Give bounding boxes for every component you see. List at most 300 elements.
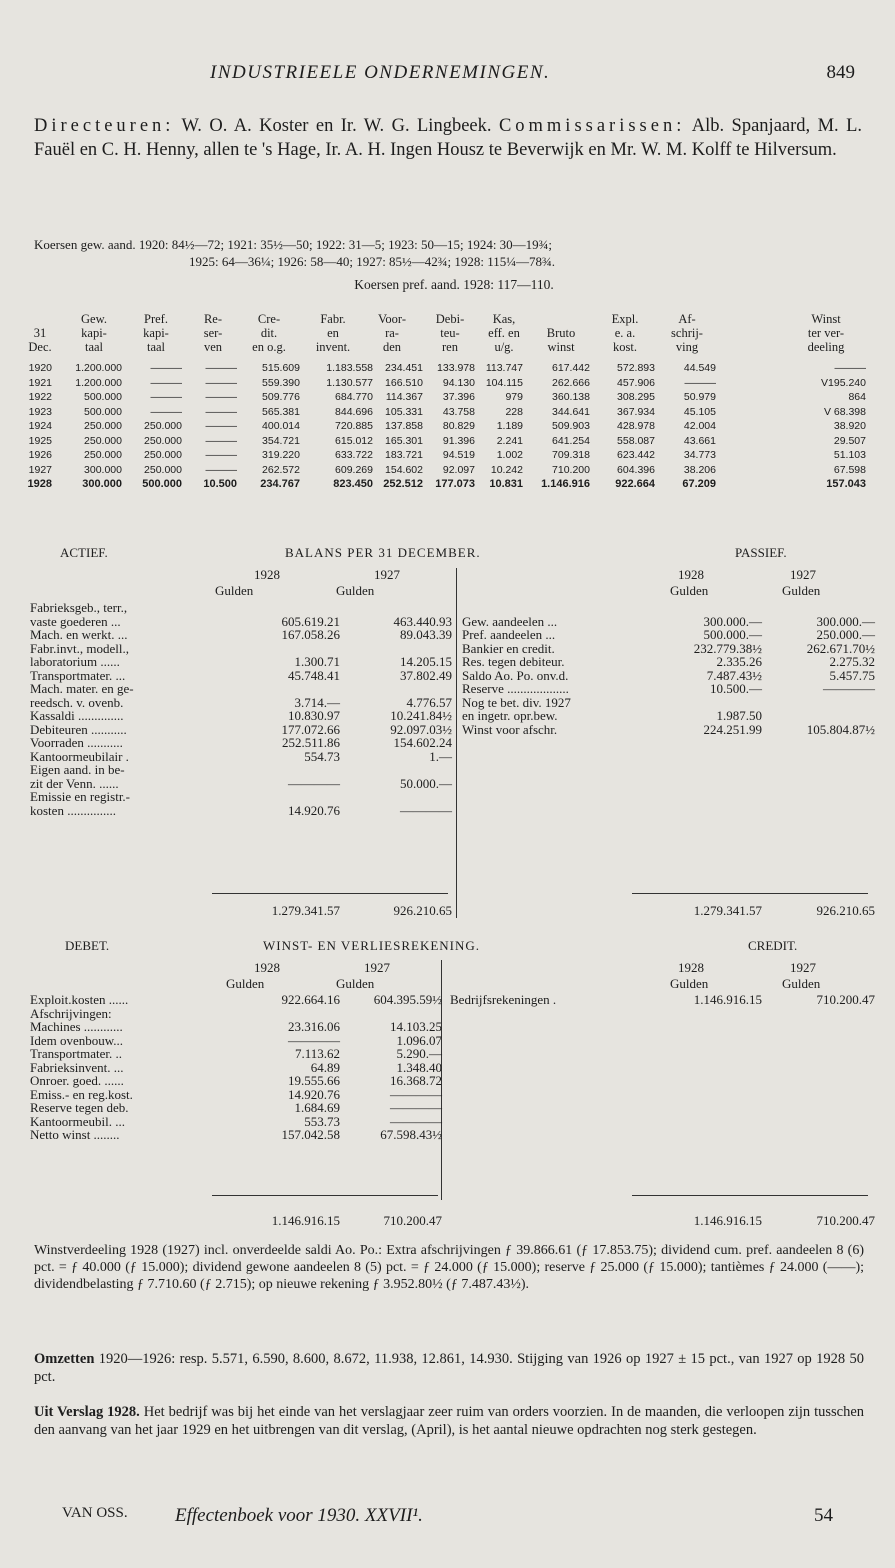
- summary-cell: ———: [205, 391, 237, 403]
- summary-cell: 10.242: [490, 463, 523, 476]
- summary-cell: 509.903: [552, 420, 590, 432]
- summary-cell: 1.200.000: [75, 376, 122, 389]
- summary-header-cell: 31: [33, 326, 47, 340]
- debet-label: Idem ovenbouw...: [30, 1032, 124, 1048]
- summary-cell: 50.979: [683, 391, 716, 403]
- activa-label: Mach. mater. en ge-: [30, 681, 134, 696]
- summary-row: [30, 449, 875, 464]
- summary-cell: 94.130: [442, 376, 475, 389]
- passiva-value-1928: 232.779.38½: [693, 640, 762, 656]
- activa-value-1927: 4.776.57: [406, 694, 452, 710]
- summary-cell: 1.146.916: [541, 478, 590, 490]
- koersen-line-1: Koersen gew. aand. 1920: 84½—72; 1921: 35½—50; 1922: 31—5; 1923: 50—15; 1924: 30—19¾;: [34, 237, 553, 252]
- bal-currency-right-2: Gulden: [782, 583, 821, 598]
- debet-value-1927: ————: [390, 1113, 442, 1129]
- passiva-label: Bankier en credit.: [462, 640, 555, 656]
- summary-cell: 300.000: [82, 478, 122, 490]
- summary-cell: 2.241: [496, 434, 523, 447]
- activa-row: [30, 776, 875, 790]
- activa-label: Voorraden ...........: [30, 735, 123, 750]
- passiva-row: [30, 614, 875, 628]
- credit-total-1927: 710.200.47: [816, 1213, 875, 1228]
- summary-cell: 617.442: [552, 362, 590, 374]
- debet-value-1928: 7.113.62: [294, 1046, 340, 1061]
- summary-header-cell: ren: [442, 340, 458, 354]
- summary-cell: 250.000: [84, 449, 122, 461]
- activa-row: [30, 789, 875, 803]
- summary-cell: 166.510: [385, 376, 423, 389]
- summary-cell: 565.381: [262, 405, 300, 418]
- summary-header-cell: kapi-: [143, 326, 169, 340]
- pnl-currency-left-1: Gulden: [226, 976, 265, 991]
- summary-cell: 684.770: [335, 391, 373, 403]
- koersen-pref: Koersen pref. aand. 1928: 117—110.: [354, 277, 554, 292]
- summary-cell: 354.721: [262, 434, 300, 447]
- summary-cell: 44.549: [683, 362, 716, 374]
- summary-header-cell: Re-: [203, 312, 223, 326]
- omzetten-label: Omzetten: [34, 1351, 95, 1367]
- summary-cell: 1920: [28, 362, 52, 374]
- verslag-label: Uit Verslag 1928.: [34, 1404, 140, 1420]
- verslag-paragraph: [34, 1403, 864, 1439]
- passiva-value-1928: 300.000.—: [703, 613, 762, 629]
- debet-value-1927: ————: [390, 1086, 442, 1102]
- summary-cell: 42.004: [683, 420, 716, 432]
- summary-cell: V 68.398: [823, 405, 866, 418]
- summary-cell: 113.747: [485, 362, 523, 374]
- summary-cell: 250.000: [144, 434, 182, 447]
- activa-value-1927: 37.802.49: [400, 667, 452, 683]
- activa-label: Fabrieksgeb., terr.,: [30, 600, 128, 615]
- summary-cell: 104.115: [485, 376, 523, 389]
- pnl-year-1928-right: 1928: [678, 960, 704, 975]
- summary-header-cell: taal: [146, 340, 166, 354]
- summary-cell: 34.773: [683, 449, 716, 461]
- summary-cell: 10.831: [489, 478, 523, 490]
- debet-row: [30, 1060, 875, 1074]
- activa-row: [30, 803, 875, 817]
- summary-cell: 720.885: [335, 420, 373, 432]
- credit-item-label: Bedrijfsrekeningen .: [450, 992, 557, 1007]
- summary-cell: 262.572: [262, 463, 300, 476]
- summary-cell: 922.664: [615, 478, 655, 490]
- passiva-row: [30, 641, 875, 655]
- summary-header-cell: ving: [675, 340, 699, 354]
- summary-cell: 92.097: [442, 463, 475, 476]
- debet-value-1928: 157.042.58: [281, 1127, 340, 1142]
- summary-header-cell: dit.: [260, 326, 278, 340]
- summary-header-cell: kapi-: [81, 326, 107, 340]
- summary-cell: ———: [205, 434, 237, 447]
- summary-header-cell: e. a.: [614, 326, 636, 340]
- debet-total-1928: 1.146.916.15: [271, 1213, 340, 1228]
- summary-cell: ———: [205, 362, 237, 374]
- bal-year-1928-left: 1928: [254, 567, 280, 582]
- passiva-row: [30, 668, 875, 682]
- summary-cell: 709.318: [552, 449, 590, 461]
- passiva-value-1928: 10.500.—: [710, 681, 762, 696]
- debet-label: Netto winst ........: [30, 1127, 120, 1142]
- summary-header-cell: den: [382, 340, 402, 354]
- summary-cell: ———: [205, 376, 237, 389]
- activa-value-1927: 10.241.84½: [390, 708, 452, 723]
- bal-year-1928-right: 1928: [678, 567, 704, 582]
- activa-value-1928: 3.714.—: [294, 694, 340, 710]
- koersen-block: [34, 236, 874, 293]
- debet-value-1928: 64.89: [310, 1059, 340, 1075]
- debet-row: [30, 1073, 875, 1087]
- debet-value-1927: 67.598.43½: [380, 1127, 442, 1142]
- omzetten-text: 1920—1926: resp. 5.571, 6.590, 8.600, 8.672, 11.938, 12.861, 14.930. Stijging van 1926 op 1927 ± 15 pct., van 1927 op 1928 50 pct.: [34, 1351, 864, 1385]
- summary-cell: 1924: [28, 420, 52, 432]
- passiva-label: Pref. aandeelen ...: [462, 627, 556, 642]
- activa-label: Mach. en werkt. ...: [30, 627, 128, 642]
- activa-total-1928: 1.279.341.57: [271, 903, 340, 918]
- summary-row: [30, 406, 875, 421]
- summary-cell: 250.000: [144, 449, 182, 461]
- summary-cell: 1921: [28, 376, 52, 389]
- summary-header-cell: ra-: [385, 326, 399, 340]
- summary-cell: 300.000: [84, 463, 122, 476]
- header-title: INDUSTRIEELE ONDERNEMINGEN.: [210, 62, 551, 83]
- summary-cell: 1.130.577: [326, 376, 373, 389]
- activa-total-rule: [212, 893, 448, 894]
- passiva-value-1928: 7.487.43½: [706, 667, 762, 683]
- summary-cell: 183.721: [385, 449, 423, 461]
- summary-row: [30, 377, 875, 392]
- summary-cell: 157.043: [826, 478, 866, 490]
- summary-cell: V195.240: [821, 376, 866, 389]
- debet-row: [30, 1019, 875, 1033]
- pnl-year-1927-left: 1927: [364, 960, 390, 975]
- activa-value-1928: 167.058.26: [281, 627, 340, 642]
- summary-cell: 234.451: [385, 362, 423, 374]
- activa-value-1927: 463.440.93: [393, 613, 452, 629]
- summary-cell: 37.396: [442, 391, 475, 403]
- summary-cell: ———: [205, 449, 237, 461]
- summary-row: [30, 420, 875, 435]
- footer-title: Effectenboek voor 1930. XXVII¹.: [175, 1505, 423, 1526]
- summary-cell: 51.103: [833, 449, 866, 461]
- activa-value-1928: 14.920.76: [288, 802, 340, 818]
- debet-value-1928: ————: [288, 1032, 340, 1048]
- summary-cell: 29.507: [833, 434, 866, 447]
- activa-value-1928: 177.072.66: [281, 721, 340, 737]
- pnl-year-1927-right: 1927: [790, 960, 816, 975]
- summary-cell: 1.183.558: [326, 362, 373, 374]
- commissioners-text: Alb. Spanjaard, M. L. Fauël en C. H. Henny, allen te 's Hage, Ir. A. H. Ingen Housz te Beverwijk en Mr. W. M. Kolff te Hilversum.: [34, 116, 863, 160]
- summary-header-cell: Af-: [678, 312, 696, 326]
- passiva-value-1928: 2.335.26: [716, 654, 762, 669]
- summary-cell: 105.331: [385, 405, 423, 418]
- debet-value-1928: 553.73: [304, 1113, 340, 1129]
- summary-cell: 234.767: [260, 478, 300, 490]
- debet-value-1927: 16.368.72: [390, 1073, 442, 1088]
- summary-cell: 250.000: [84, 434, 122, 447]
- summary-cell: 457.906: [617, 376, 655, 389]
- summary-cell: ———: [150, 391, 182, 403]
- passiva-value-1927: ————: [823, 681, 875, 696]
- debet-value-1928: 1.684.69: [294, 1100, 340, 1115]
- summary-cell: 228: [505, 405, 523, 418]
- summary-cell: 91.396: [442, 434, 475, 447]
- summary-cell: 558.087: [617, 434, 655, 447]
- footer-author: VAN OSS.: [62, 1505, 128, 1521]
- activa-value-1927: 89.043.39: [400, 627, 452, 642]
- activa-row: [30, 749, 875, 763]
- summary-cell: 500.000: [84, 391, 122, 403]
- summary-cell: 710.200: [552, 463, 590, 476]
- summary-cell: 360.138: [552, 391, 590, 403]
- activa-label: Debiteuren ...........: [30, 721, 127, 737]
- summary-table: [27, 362, 875, 493]
- summary-cell: 615.012: [335, 434, 373, 447]
- summary-cell: 262.666: [552, 376, 590, 389]
- summary-cell: ———: [205, 463, 237, 476]
- passiva-value-1927: 105.804.87½: [806, 721, 875, 737]
- debet-list: [30, 992, 875, 1141]
- passiva-label: Reserve ...................: [462, 681, 569, 696]
- summary-header-cell: Cre-: [257, 312, 281, 326]
- summary-cell: 94.519: [442, 449, 475, 461]
- summary-cell: 1928: [27, 478, 52, 490]
- debet-value-1928: 23.316.06: [288, 1019, 340, 1034]
- page-footer: [0, 1505, 895, 1529]
- summary-header-cell: Debi-: [435, 312, 465, 326]
- pnl-currency-right-1: Gulden: [670, 976, 709, 991]
- summary-header-cell: Dec.: [28, 340, 52, 354]
- summary-cell: 367.934: [617, 405, 655, 418]
- bal-year-1927-right: 1927: [790, 567, 816, 582]
- bal-currency-left-2: Gulden: [336, 583, 375, 598]
- passiva-row: [30, 627, 875, 641]
- debet-row: [30, 1100, 875, 1114]
- debet-label: Machines ............: [30, 1019, 123, 1034]
- pnl-currency-right-2: Gulden: [782, 976, 821, 991]
- summary-cell: 154.602: [385, 463, 423, 476]
- summary-cell: ———: [150, 362, 182, 374]
- passiva-label: Winst voor afschr.: [462, 721, 558, 737]
- passiva-value-1928: 224.251.99: [703, 721, 762, 737]
- summary-row: [30, 391, 875, 406]
- passiva-label: Nog te bet. div. 1927: [462, 694, 571, 710]
- debet-row: [30, 1087, 875, 1101]
- directors-text: W. O. A. Koster en Ir. W. G. Lingbeek.: [174, 116, 492, 136]
- summary-cell: 572.893: [617, 362, 655, 374]
- summary-row: [30, 464, 875, 479]
- summary-cell: 979: [505, 391, 523, 403]
- debet-label: Afschrijvingen:: [30, 1005, 112, 1021]
- activa-label: Emissie en registr.-: [30, 789, 131, 804]
- summary-header-cell: eff. en: [488, 326, 520, 340]
- summary-cell: 641.254: [552, 434, 590, 447]
- activa-label: reedsch. v. ovenb.: [30, 694, 124, 710]
- passiva-label: Res. tegen debiteur.: [462, 654, 565, 669]
- summary-header-cell: kost.: [613, 340, 637, 354]
- debet-label: Transportmater. ..: [30, 1046, 122, 1061]
- summary-cell: 500.000: [142, 478, 182, 490]
- credit-label: CREDIT.: [748, 938, 798, 953]
- footer-page: 54: [814, 1505, 833, 1526]
- summary-cell: ———: [150, 405, 182, 418]
- passiva-row: [30, 695, 875, 709]
- passiva-row: [30, 708, 875, 722]
- debet-row: [30, 1114, 875, 1128]
- debet-row: [30, 1033, 875, 1047]
- summary-header-cell: teu-: [440, 326, 460, 340]
- summary-cell: ———: [205, 420, 237, 432]
- summary-header-cell: deeling: [807, 340, 845, 354]
- passiva-value-1928: 1.987.50: [716, 708, 762, 723]
- actief-label: ACTIEF.: [60, 545, 108, 560]
- passiva-row: [30, 600, 875, 614]
- debet-value-1927: ————: [390, 1100, 442, 1115]
- summary-cell: 177.073: [435, 478, 475, 490]
- activa-value-1928: 45.748.41: [288, 667, 340, 683]
- activa-label: zit der Venn. ......: [30, 775, 119, 791]
- passiva-list: [30, 600, 875, 735]
- summary-cell: 604.396: [617, 463, 655, 476]
- bal-currency-left-1: Gulden: [215, 583, 254, 598]
- summary-cell: 1925: [28, 434, 52, 447]
- commissioners-label: Commissarissen:: [498, 116, 686, 136]
- summary-cell: ———: [205, 405, 237, 418]
- summary-header-cell: Expl.: [611, 312, 639, 326]
- debet-row: [30, 1046, 875, 1060]
- passiva-row: [30, 654, 875, 668]
- summary-cell: 250.000: [144, 420, 182, 432]
- debet-value-1927: 14.103.25: [390, 1019, 442, 1034]
- passiva-value-1927: 250.000.—: [816, 627, 875, 642]
- summary-header-cell: ven: [203, 340, 223, 354]
- debet-value-1927: 5.290.—: [396, 1046, 442, 1061]
- activa-total-1927: 926.210.65: [393, 903, 452, 918]
- activa-label: Fabr.invt., modell.,: [30, 640, 129, 656]
- summary-cell: 67.209: [682, 478, 716, 490]
- credit-item-1927: 710.200.47: [816, 992, 875, 1007]
- pnl-currency-left-2: Gulden: [336, 976, 375, 991]
- summary-cell: 38.920: [833, 420, 866, 432]
- debet-value-1927: 1.096.07: [396, 1032, 442, 1048]
- debet-value-1927: 604.395.59½: [373, 992, 442, 1007]
- debet-label: Onroer. goed. ......: [30, 1073, 124, 1088]
- summary-cell: 43.661: [683, 434, 716, 447]
- summary-cell: 250.000: [84, 420, 122, 432]
- activa-value-1927: ————: [400, 802, 452, 818]
- pnl-year-1928-left: 1928: [254, 960, 280, 975]
- summary-cell: 165.301: [385, 434, 423, 447]
- summary-cell: ———: [684, 376, 716, 389]
- summary-header-cell: Voor-: [378, 312, 406, 326]
- summary-cell: 1927: [28, 463, 52, 476]
- debet-value-1928: 14.920.76: [288, 1086, 340, 1102]
- summary-cell: 844.696: [335, 405, 373, 418]
- passief-label: PASSIEF.: [735, 545, 787, 560]
- passiva-total-1927: 926.210.65: [816, 903, 875, 918]
- summary-cell: 80.829: [442, 420, 475, 432]
- activa-label: Kassaldi ..............: [30, 708, 124, 723]
- activa-label: vaste goederen ...: [30, 613, 121, 629]
- summary-header-cell: schrij-: [671, 326, 703, 340]
- summary-cell: 623.442: [617, 449, 655, 461]
- summary-cell: 400.014: [262, 420, 300, 432]
- bal-year-1927-left: 1927: [374, 567, 400, 582]
- activa-label: Kantoormeubilair .: [30, 748, 129, 764]
- summary-header-cell: Pref.: [144, 312, 168, 326]
- summary-header-cell: ter ver-: [807, 326, 845, 340]
- summary-header-cell: ser-: [203, 326, 223, 340]
- activa-label: Transportmater. ...: [30, 667, 126, 683]
- passiva-value-1927: 300.000.—: [816, 613, 875, 629]
- summary-cell: 250.000: [144, 463, 182, 476]
- activa-value-1927: 50.000.—: [400, 775, 452, 791]
- debet-label: DEBET.: [65, 938, 110, 953]
- debet-value-1927: 1.348.40: [396, 1059, 442, 1075]
- debet-label: Reserve tegen deb.: [30, 1100, 129, 1115]
- summary-header-cell: u/g.: [494, 340, 514, 354]
- passiva-value-1928: 500.000.—: [703, 627, 762, 642]
- passiva-value-1927: 5.457.75: [829, 667, 875, 683]
- directors-label: Directeuren:: [34, 116, 175, 136]
- summary-header-cell: Kas,: [492, 312, 516, 326]
- summary-header-cell: Winst: [811, 312, 841, 326]
- activa-row: [30, 762, 875, 776]
- summary-header-cell: Gew.: [81, 312, 107, 326]
- summary-row: [30, 435, 875, 450]
- summary-cell: 1.200.000: [75, 362, 122, 374]
- summary-cell: 252.512: [383, 478, 423, 490]
- koersen-line-2: 1925: 64—36¼; 1926: 58—40; 1927: 85½—42¾; 1928: 115¼—78¾.: [189, 254, 556, 269]
- activa-value-1927: 92.097.03½: [390, 721, 452, 737]
- summary-cell: 864: [848, 391, 866, 403]
- directors-paragraph: [34, 114, 862, 162]
- activa-value-1928: ————: [288, 775, 340, 791]
- activa-label: kosten ...............: [30, 802, 116, 818]
- summary-cell: 38.206: [683, 463, 716, 476]
- running-header: [0, 62, 895, 86]
- debet-label: Exploit.kosten ......: [30, 992, 129, 1007]
- activa-label: laboratorium ......: [30, 654, 120, 669]
- activa-value-1927: 14.205.15: [400, 654, 452, 669]
- summary-cell: 500.000: [84, 405, 122, 418]
- summary-cell: 633.722: [335, 449, 373, 461]
- summary-cell: 1922: [28, 391, 52, 403]
- balance-title: BALANS PER 31 DECEMBER.: [285, 545, 481, 560]
- summary-header-cell: en: [327, 326, 339, 340]
- passiva-value-1927: 2.275.32: [829, 654, 875, 669]
- summary-cell: 67.598: [833, 463, 866, 476]
- debet-label: Fabrieksinvent. ...: [30, 1059, 124, 1075]
- summary-cell: 137.858: [385, 420, 423, 432]
- debet-value-1928: 19.555.66: [288, 1073, 340, 1088]
- passiva-row: [30, 681, 875, 695]
- credit-item-1928: 1.146.916.15: [693, 992, 762, 1007]
- summary-cell: ———: [834, 362, 866, 374]
- summary-cell: 308.295: [617, 391, 655, 403]
- passiva-label: Saldo Ao. Po. onv.d.: [462, 667, 569, 683]
- activa-value-1928: 252.511.86: [281, 735, 340, 750]
- passiva-total-1928: 1.279.341.57: [693, 903, 762, 918]
- summary-header-cell: taal: [84, 340, 104, 354]
- summary-cell: 1923: [28, 405, 52, 418]
- summary-header-cell: Fabr.: [320, 312, 346, 326]
- summary-cell: 344.641: [552, 405, 590, 418]
- summary-cell: 823.450: [333, 478, 373, 490]
- activa-value-1928: 10.830.97: [288, 708, 340, 723]
- summary-row: [27, 478, 875, 493]
- summary-header-cell: invent.: [315, 340, 351, 354]
- debet-value-1928: 922.664.16: [281, 992, 340, 1007]
